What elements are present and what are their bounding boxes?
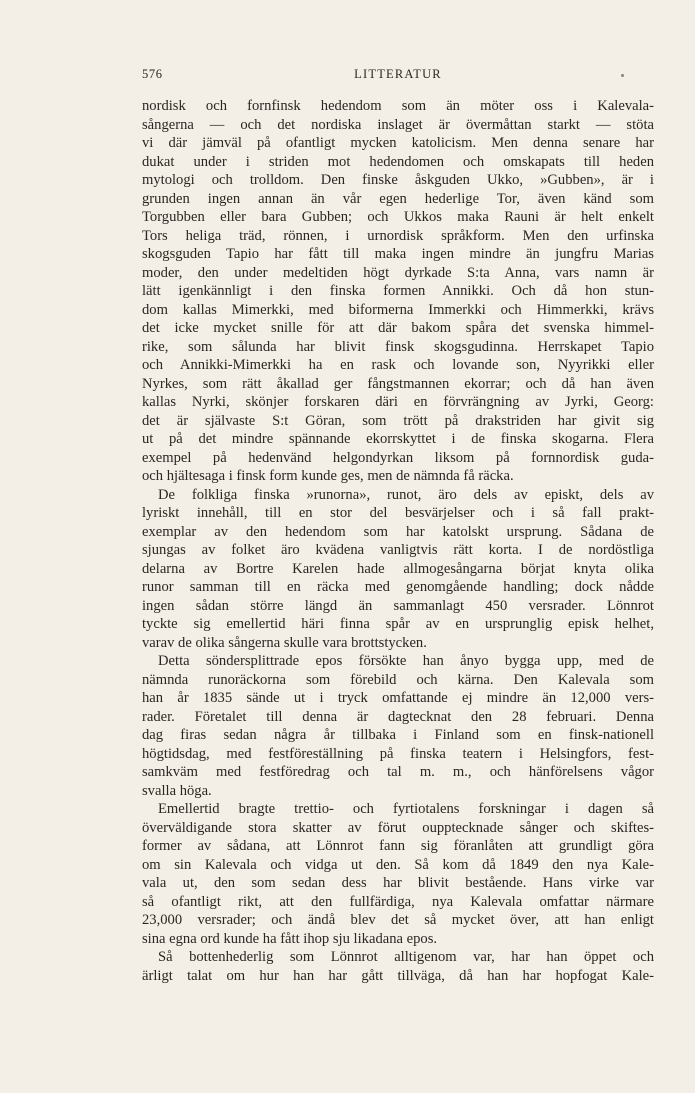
text-line: sina egna ord kunde ha fått ihop sju likadana epos. <box>142 930 438 947</box>
text-line: rader. Företalet till denna är dagtecknat den 28 februari. Denna <box>142 708 654 725</box>
page-number: 576 <box>142 67 163 81</box>
text-line: ingen sådan större längd än sammanlagt 450 versrader. Lönnrot <box>142 597 654 614</box>
text-line: överväldigande stora skatter av förut oupptecknade sånger och skiftes- <box>142 819 654 836</box>
text-line: dukat under i striden mot hedendomen och omskapats till heden <box>142 153 654 170</box>
text-line: Så bottenhederlig som Lönnrot alltigenom var, har han öppet och <box>158 949 654 965</box>
text-line: svalla höga. <box>142 782 212 799</box>
text-line: 23,000 versrader; och ändå blev det så mycket över, att han enligt <box>142 912 654 928</box>
text-line: ut på det mindre spännande ekorrskyttet i de finska skogarna. Flera <box>142 431 654 447</box>
text-line: De folkliga finska »runorna», runot, äro dels av episkt, dels av <box>158 486 654 503</box>
text-line: vi där jämväl på ofantligt mycken katolicism. Men denna senare har <box>142 135 654 151</box>
text-line: så ofantligt rikt, att den fullfärdiga, nya Kalevala omfattar närmare <box>142 893 654 910</box>
text-line: lyriskt innehåll, till en stor del besvärjelser och i så fall prakt- <box>142 505 654 521</box>
text-line: sångerna — och det nordiska inslaget är övermåttan starkt — stöta <box>142 116 654 133</box>
text-line: högtidsdag, med festföreställning på finska teatern i Helsingfors, fest- <box>142 745 654 762</box>
text-line: lätt igenkännligt i den finska formen Annikki. Och då hon stun- <box>142 283 654 299</box>
text-line: nordisk och fornfinsk hedendom som än möter oss i Kalevala- <box>142 98 654 114</box>
text-line: grunden ingen annan än vår egen hederlige Tor, även känd som <box>142 190 654 207</box>
text-line: dag firas sedan några år tillbaka i Finland som en finsk-nationell <box>142 727 654 743</box>
text-line: det icke mycket snille för att där bakom spåra det svenska himmel- <box>142 320 654 336</box>
text-line: skogsguden Tapio har fått till maka ingen mindre än jungfru Marias <box>142 246 654 262</box>
text-line: exempel på hedenvänd helgondyrkan liksom på fornnordisk guda- <box>142 449 654 466</box>
text-line: kallas Nyrki, skönjer forskaren däri en förvrängning av Jyrki, Georg: <box>142 394 654 410</box>
text-line: dom kallas Mimerkki, med biformerna Immerkki och Himmerkki, krävs <box>142 301 654 318</box>
text-line: och Annikki-Mimerkki ha en rask och lovande son, Nyyrikki eller <box>142 357 654 373</box>
text-line: runor samman till en räcka med genomgående handling; dock nådde <box>142 579 654 595</box>
text-line: exemplar av den hedendom som har katolskt ursprung. Sådana de <box>142 523 654 540</box>
page-header <box>142 67 654 85</box>
text-line: Tors heliga träd, rönnen, i urnordisk språkform. Men den urfinska <box>142 227 654 244</box>
text-line: nämnda runoräckorna som förebild och kärna. Den Kalevala som <box>142 671 654 688</box>
text-line: rike, som sålunda har blivit finsk skogsgudinna. Herrskapet Tapio <box>142 338 654 355</box>
text-line: sjungas av folket äro kvädena vanligtvis rätt korta. I de nordöstliga <box>142 542 654 558</box>
text-line: varav de olika sångerna skulle vara brottstycken. <box>142 634 427 651</box>
text-line: han år 1835 sände ut i tryck omfattande ej mindre än 12,000 vers- <box>142 690 654 706</box>
text-line: tyckte sig emellertid häri finna spår av en ursprunglig episk helhet, <box>142 616 654 632</box>
text-line: Torgubben eller bara Gubben; och Ukkos maka Rauni är helt enkelt <box>142 209 654 225</box>
running-title: LITTERATUR <box>354 67 442 81</box>
text-line: former av sådana, att Lönnrot fann sig föranlåten att grundligt göra <box>142 838 654 854</box>
text-line: Nyrkes, som rätt åkallad ger fångstmannen ekorrar; och då han även <box>142 375 654 392</box>
text-line: delarna av Bortre Karelen hade allmogesångarna börjat knyta olika <box>142 560 654 577</box>
text-line: ärligt talat om hur han har gått tillväga, då han har hopfogat Kale- <box>142 967 654 984</box>
paper-speck <box>621 74 624 77</box>
text-line: Detta söndersplittrade epos försökte han ånyo bygga upp, med de <box>158 653 654 669</box>
text-line: mytologi och trolldom. Den finske åskguden Ukko, »Gubben», är i <box>142 172 654 188</box>
text-line: Emellertid bragte trettio- och fyrtiotalens forskningar i dagen så <box>158 801 654 817</box>
text-line: det är självaste S:t Göran, som trött på drakstriden har givit sig <box>142 412 654 429</box>
text-line: om sin Kalevala och vidga ut den. Så kom då 1849 den nya Kale- <box>142 856 654 873</box>
text-line: moder, den under medeltiden högt dyrkade S:ta Anna, vars namn är <box>142 264 654 281</box>
body-text <box>142 97 654 985</box>
text-line: samkväm med festföredrag och tal m. m., och hänförelsens vågor <box>142 764 654 780</box>
text-line: vala ut, den som sedan dess har blivit bestående. Hans virke var <box>142 875 654 891</box>
text-line: och hjältesaga i finsk form kunde ges, men de nämnda få räcka. <box>142 468 514 484</box>
